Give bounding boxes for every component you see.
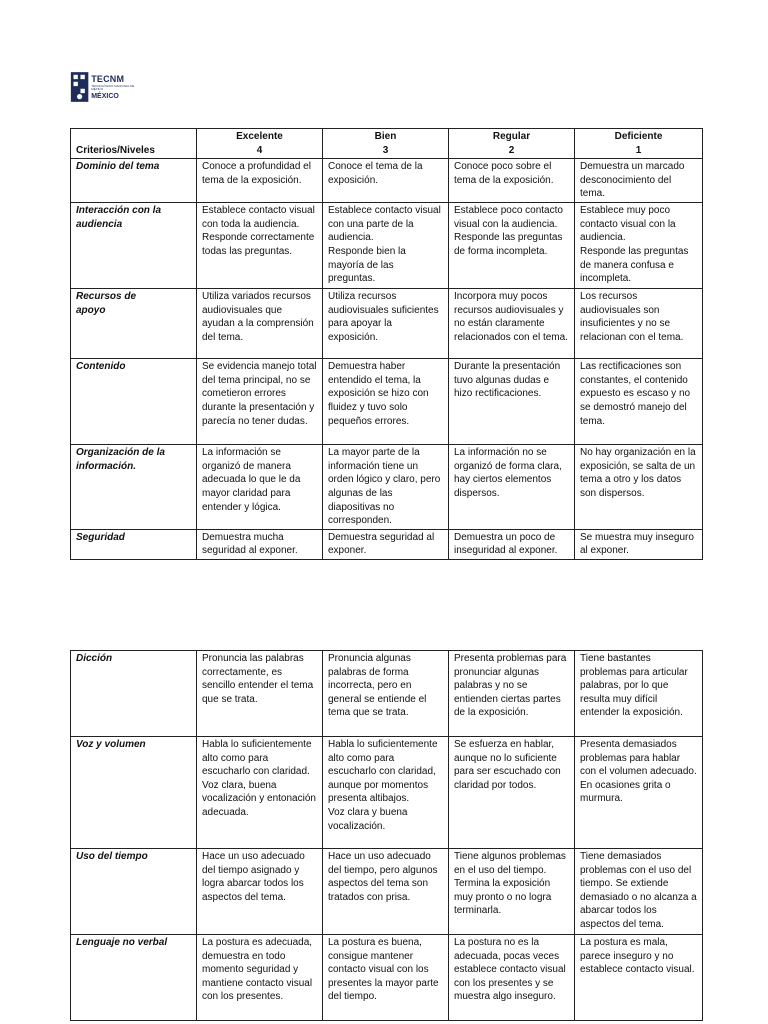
rubric-cell: Se evidencia manejo total del tema principal, no se cometieron errores durante la presentación y parecía no tener dudas. [197,359,323,445]
level-label: Excelente [236,131,283,142]
level-score: 3 [382,144,389,156]
rubric-row [71,737,703,849]
rubric-row [71,445,703,530]
logo-small-text: TECNOLÓGICO NACIONAL DE MÉXICO [91,83,135,91]
rubric-cell: Establece contacto visual con una parte de la audiencia. Responde bien la mayoría de las preguntas. [323,203,449,289]
criterion-label: Seguridad [71,529,197,559]
rubric-cell: La postura no es la adecuada, pocas veces establece contacto visual con los presentes y se muestra algo inseguro. [449,935,575,1021]
rubric-cell: Habla lo suficientemente alto como para escucharlo con claridad, aunque por momentos presenta altibajos. Voz clara y buena vocalización. [323,737,449,849]
criterion-label: Organización de la información. [71,445,197,530]
rubric-cell: Conoce poco sobre el tema de la exposición. [449,159,575,203]
rubric-cell: La información no se organizó de forma clara, hay ciertos elementos dispersos. [449,445,575,530]
rubric-cell: Presenta demasiados problemas para hablar con el volumen adecuado. En ocasiones grita o murmura. [575,737,703,849]
level-label: Bien [374,131,397,142]
criterion-label: Uso del tiempo [71,849,197,935]
level-score: 1 [635,144,642,156]
header-criteria: Criterios/Niveles [71,129,197,159]
rubric-cell: Establece muy poco contacto visual con la audiencia. Responde las preguntas de manera confusa e incompleta. [575,203,703,289]
rubric-cell: Pronuncia algunas palabras de forma incorrecta, pero en general se entiende el tema que se trata. [323,651,449,737]
rubric-cell: La postura es mala, parece inseguro y no establece contacto visual. [575,935,703,1021]
rubric-cell: Demuestra un marcado desconocimiento del tema. [575,159,703,203]
header-level-excelente [197,129,323,159]
logo-name: TECNM [91,73,125,84]
rubric-cell: Habla lo suficientemente alto como para escucharlo con claridad. Voz clara, buena vocalización y entonación adecuada. [197,737,323,849]
rubric-cell: Establece contacto visual con toda la audiencia. Responde correctamente todas las preguntas. [197,203,323,289]
rubric-cell: Demuestra haber entendido el tema, la exposición se hizo con fluidez y tuvo solo pequeños errores. [323,359,449,445]
rubric-cell: La postura es adecuada, demuestra en todo momento seguridad y mantiene contacto visual con los presentes. [197,935,323,1021]
rubric-cell: Tiene algunos problemas en el uso del tiempo. Termina la exposición muy pronto o no logra terminarla. [449,849,575,935]
rubric-cell: Demuestra seguridad al exponer. [323,529,449,559]
rubric-table-1 [70,128,703,560]
rubric-cell: Tiene demasiados problemas con el uso del tiempo. Se extiende demasiado o no alcanza a abarcar todos los aspectos del tema. [575,849,703,935]
rubric-cell: No hay organización en la exposición, se salta de un tema a otro y los datos son dispersos. [575,445,703,530]
rubric-row [71,849,703,935]
rubric-cell: Demuestra mucha seguridad al exponer. [197,529,323,559]
tecnm-emblem-icon [70,67,89,107]
rubric-cell: Incorpora muy pocos recursos audiovisuales y no están claramente relacionados con el tema. [449,289,575,359]
logo-sub: MÉXICO [91,92,119,100]
header-level-bien [323,129,449,159]
rubric-cell: Conoce el tema de la exposición. [323,159,449,203]
rubric-cell: Hace un uso adecuado del tiempo asignado y logra abarcar todos los aspectos del tema. [197,849,323,935]
rubric-header-row [71,129,703,159]
criterion-label: Lenguaje no verbal [71,935,197,1021]
rubric-cell: Los recursos audiovisuales son insuficientes y no se relacionan con el tema. [575,289,703,359]
rubric-cell: Tiene bastantes problemas para articular palabras, por lo que resulta muy difícil entender la exposición. [575,651,703,737]
rubric-cell: Utiliza variados recursos audiovisuales que ayudan a la comprensión del tema. [197,289,323,359]
rubric-cell: Hace un uso adecuado del tiempo, pero algunos aspectos del tema son tratados con prisa. [323,849,449,935]
criterion-label: Interacción con la audiencia [71,203,197,289]
rubric-cell: Se esfuerza en hablar, aunque no lo suficiente para ser escuchado con claridad por todos. [449,737,575,849]
rubric-cell: Utiliza recursos audiovisuales suficientes para apoyar la exposición. [323,289,449,359]
rubric-cell: Demuestra un poco de inseguridad al exponer. [449,529,575,559]
rubric-row [71,529,703,559]
criterion-label: Voz y volumen [71,737,197,849]
header-level-regular [449,129,575,159]
rubric-cell: Establece poco contacto visual con la audiencia. Responde las preguntas de forma incompleta. [449,203,575,289]
criterion-label: Contenido [71,359,197,445]
rubric-cell: La mayor parte de la información tiene un orden lógico y claro, pero algunas de las diapositivas no corresponden. [323,445,449,530]
rubric-cell: La postura es buena, consigue mantener contacto visual con los presentes la mayor parte del tiempo. [323,935,449,1021]
rubric-row [71,159,703,203]
rubric-row [71,935,703,1021]
level-label: Regular [492,131,531,142]
criterion-label: Dicción [71,651,197,737]
level-score: 2 [508,144,515,156]
rubric-row [71,651,703,737]
rubric-cell: Se muestra muy inseguro al exponer. [575,529,703,559]
tecnm-logo [70,64,140,110]
rubric-row [71,289,703,359]
rubric-cell: Pronuncia las palabras correctamente, es sencillo entender el tema que se trata. [197,651,323,737]
rubric-cell: La información se organizó de manera adecuada lo que le da mayor claridad para entender y lógica. [197,445,323,530]
level-score: 4 [256,144,263,156]
rubric-cell: Durante la presentación tuvo algunas dudas e hizo rectificaciones. [449,359,575,445]
criterion-label: Dominio del tema [71,159,197,203]
rubric-cell: Presenta problemas para pronunciar algunas palabras y no se entienden ciertas partes de la exposición. [449,651,575,737]
rubric-row [71,359,703,445]
level-label: Deficiente [614,131,663,142]
rubric-row [71,203,703,289]
header-level-deficiente [575,129,703,159]
rubric-table-2 [70,650,703,1021]
criterion-label: Recursos de apoyo [71,289,197,359]
rubric-cell: Las rectificaciones son constantes, el contenido expuesto es escaso y no se demostró manejo del tema. [575,359,703,445]
rubric-cell: Conoce a profundidad el tema de la exposición. [197,159,323,203]
